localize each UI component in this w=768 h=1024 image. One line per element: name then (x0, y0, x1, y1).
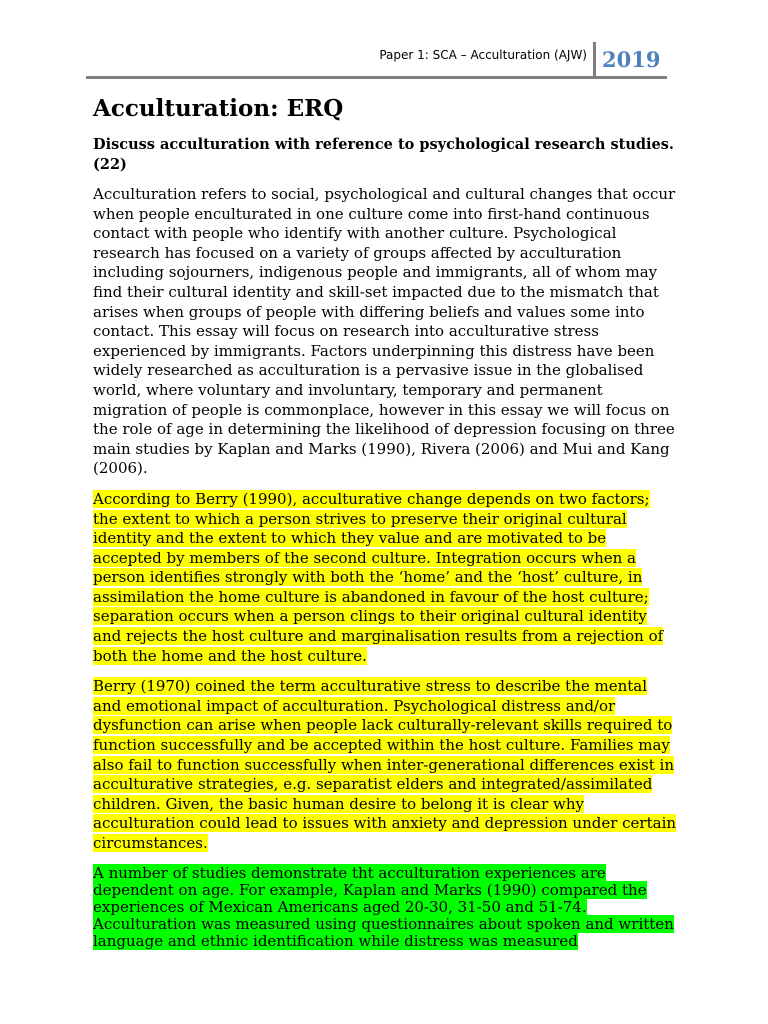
header-label: Paper 1: SCA – Acculturation (AJW) (379, 48, 587, 62)
header-year: 2019 (602, 47, 661, 72)
paragraph-berry-1970-text: Berry (1970) coined the term acculturative stress to describe the mental and emotional impact of acculturation. Psychological distress and/or dysfunction can arise when people lack culturally-relevant skills required to function successfully and be accepted within the host culture. Families may also fail to function successfully when inter-generational differences exist in acculturative strategies, e.g. separatist elders and integrated/assimilated children. Given, the basic human desire to belong it is clear why acculturation could lead to issues with anxiety and depression under certain circumstances. (93, 677, 677, 852)
page-header (86, 42, 667, 79)
paragraph-age-studies (93, 865, 678, 950)
paragraph-berry-1990 (93, 490, 678, 666)
essay-question: Discuss acculturation with reference to psychological research studies. (22) (93, 136, 674, 173)
header-divider (593, 42, 596, 76)
header-rule (86, 76, 667, 79)
page-title: Acculturation: ERQ (93, 95, 344, 122)
paragraph-introduction-text: Acculturation refers to social, psychological and cultural changes that occur when people enculturated in one culture come into first-hand continuous contact with people who identify with another culture. Psychological research has focused on a variety of groups affected by acculturation including sojourners, indigenous people and immigrants, all of whom may find their cultural identity and skill-set impacted due to the mismatch that arises when groups of people with differing beliefs and values some into contact. This essay will focus on research into acculturative stress experienced by immigrants. Factors underpinning this distress have been widely researched as acculturation is a pervasive issue in the globalised world, where voluntary and involuntary, temporary and permanent migration of people is commonplace, however in this essay we will focus on the role of age in determining the likelihood of depression focusing on three main studies by Kaplan and Marks (1990), Rivera (2006) and Mui and Kang (2006). (93, 185, 676, 478)
paragraph-berry-1990-text: According to Berry (1990), acculturative change depends on two factors; the extent to which a person strives to preserve their original cultural identity and the extent to which they value and are motivated to be accepted by members of the second culture. Integration occurs when a person identifies strongly with both the ‘home’ and the ‘host’ culture, in assimilation the home culture is abandoned in favour of the host culture; separation occurs when a person clings to their original cultural identity and rejects the host culture and marginalisation results from a rejection of both the home and the host culture. (93, 489, 664, 665)
paragraph-introduction (93, 185, 678, 479)
paragraph-age-studies-text: A number of studies demonstrate tht acculturation experiences are dependent on age. For example, Kaplan and Marks (1990) compared the experiences of Mexican Americans aged 20-30, 31-50 and 51-74. Acculturation was measured using questionnaires about spoken and written language and ethnic identification while distress was measured (93, 863, 674, 950)
document-body (93, 94, 678, 950)
paragraph-berry-1970 (93, 677, 678, 853)
